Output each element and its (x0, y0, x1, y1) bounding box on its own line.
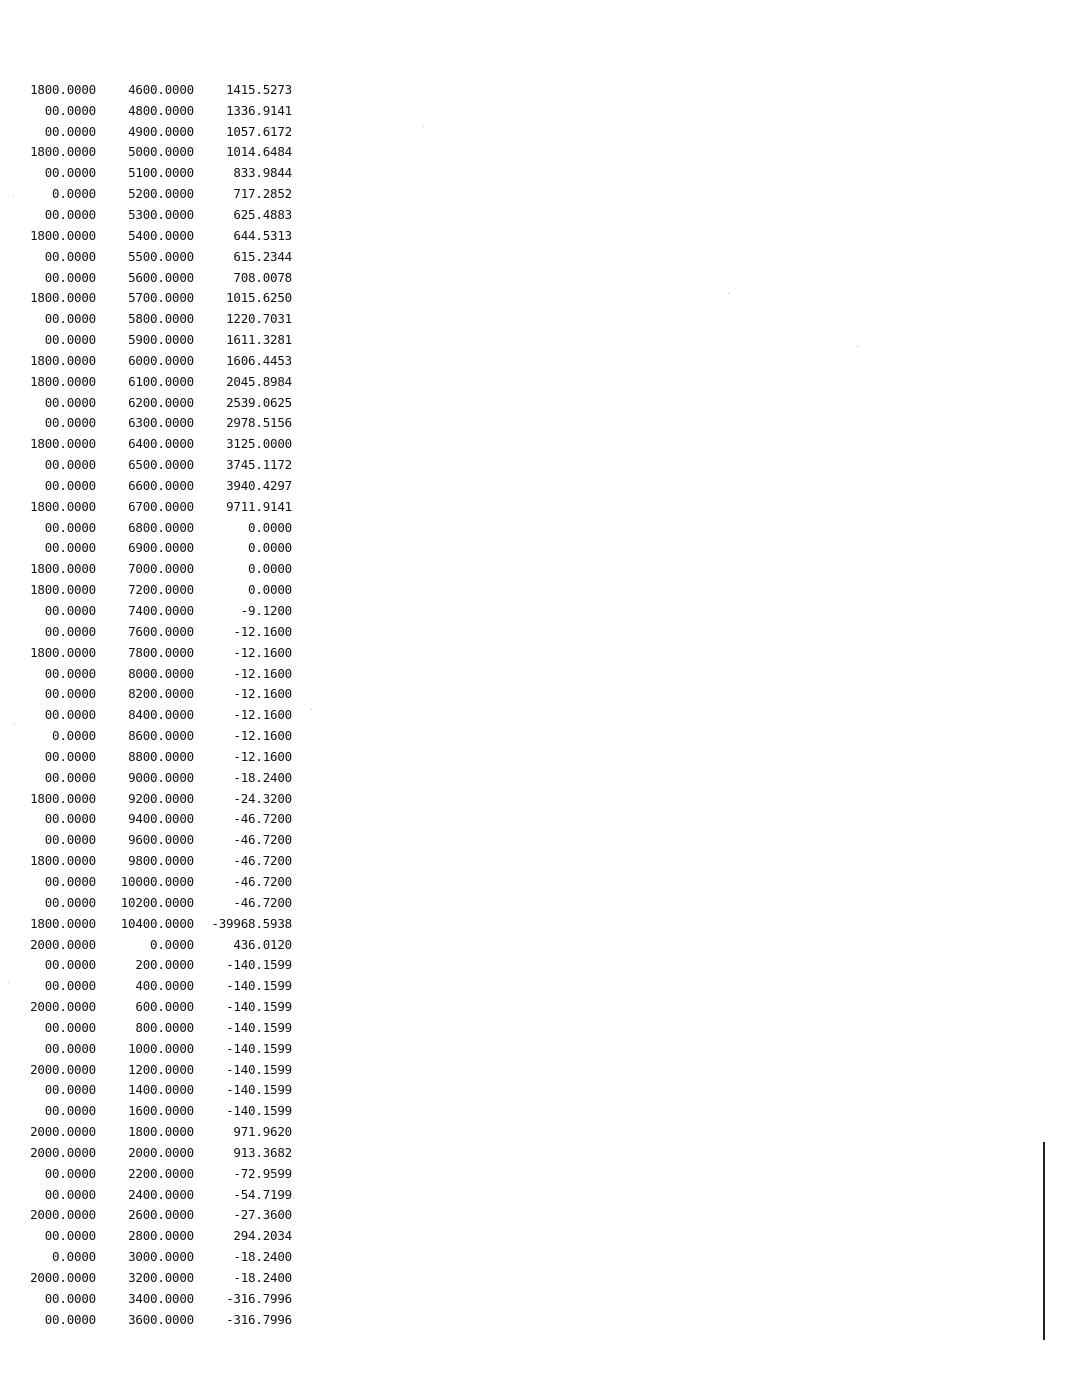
col-1-value: 1800.0000 (30, 915, 96, 931)
col-1-value: 00.0000 (44, 1103, 96, 1119)
col-2-value: 7600.0000 (128, 623, 194, 639)
col-3-value: -140.1599 (226, 957, 292, 973)
col-3-value: -9.1200 (240, 603, 292, 619)
col-1-value: 2000.0000 (30, 1207, 96, 1223)
table-row (20, 79, 305, 100)
data-table (20, 79, 305, 1330)
col-3-value: 1606.4453 (226, 352, 292, 368)
col-1-value: 2000.0000 (30, 1124, 96, 1140)
table-row (20, 1142, 305, 1163)
col-2-value: 1000.0000 (128, 1040, 194, 1056)
table-row (20, 1205, 305, 1226)
col-3-value: 0.0000 (248, 582, 292, 598)
scan-speck (8, 982, 9, 983)
col-3-value: 1611.3281 (226, 332, 292, 348)
table-row (20, 1184, 305, 1205)
table-row (20, 162, 305, 183)
col-2-value: 6800.0000 (128, 519, 194, 535)
table-row (20, 454, 305, 475)
col-1-value: 00.0000 (44, 1228, 96, 1244)
table-row (20, 725, 305, 746)
table-row (20, 433, 305, 454)
col-1-value: 00.0000 (44, 332, 96, 348)
col-2-value: 5000.0000 (128, 144, 194, 160)
col-1-value: 00.0000 (44, 415, 96, 431)
table-row (20, 1038, 305, 1059)
col-3-value: 0.0000 (248, 540, 292, 556)
col-1-value: 1800.0000 (30, 790, 96, 806)
col-1-value: 2000.0000 (30, 1144, 96, 1160)
col-3-value: -12.1600 (233, 623, 292, 639)
col-1-value: 00.0000 (44, 248, 96, 264)
col-3-value: 3125.0000 (226, 436, 292, 452)
col-1-value: 0.0000 (52, 1249, 96, 1265)
col-3-value: 0.0000 (248, 519, 292, 535)
col-3-value: 644.5313 (233, 227, 292, 243)
col-1-value: 00.0000 (44, 665, 96, 681)
col-3-value: -12.1600 (233, 748, 292, 764)
table-row (20, 913, 305, 934)
col-1-value: 00.0000 (44, 811, 96, 827)
col-3-value: -12.1600 (233, 665, 292, 681)
table-row (20, 142, 305, 163)
col-2-value: 9400.0000 (128, 811, 194, 827)
col-3-value: -140.1599 (226, 1103, 292, 1119)
col-3-value: -140.1599 (226, 1019, 292, 1035)
table-row (20, 954, 305, 975)
col-2-value: 6200.0000 (128, 394, 194, 410)
col-2-value: 7800.0000 (128, 644, 194, 660)
col-3-value: -46.7200 (233, 832, 292, 848)
col-1-value: 00.0000 (44, 686, 96, 702)
table-row (20, 329, 305, 350)
col-1-value: 0.0000 (52, 728, 96, 744)
col-2-value: 5700.0000 (128, 290, 194, 306)
table-row (20, 829, 305, 850)
col-3-value: -12.1600 (233, 644, 292, 660)
col-1-value: 1800.0000 (30, 290, 96, 306)
table-row (20, 267, 305, 288)
col-1-value: 1800.0000 (30, 227, 96, 243)
col-2-value: 6500.0000 (128, 457, 194, 473)
table-row (20, 1121, 305, 1142)
col-1-value: 00.0000 (44, 457, 96, 473)
table-row (20, 850, 305, 871)
col-1-value: 00.0000 (44, 123, 96, 139)
col-1-value: 2000.0000 (30, 1061, 96, 1077)
table-row (20, 246, 305, 267)
col-2-value: 9800.0000 (128, 853, 194, 869)
col-1-value: 00.0000 (44, 1040, 96, 1056)
col-2-value: 2800.0000 (128, 1228, 194, 1244)
col-3-value: -46.7200 (233, 894, 292, 910)
col-1-value: 00.0000 (44, 978, 96, 994)
table-row (20, 413, 305, 434)
col-3-value: 294.2034 (233, 1228, 292, 1244)
col-2-value: 4800.0000 (128, 102, 194, 118)
col-3-value: 3745.1172 (226, 457, 292, 473)
table-row (20, 1309, 305, 1330)
col-1-value: 1800.0000 (30, 81, 96, 97)
col-1-value: 00.0000 (44, 311, 96, 327)
col-1-value: 00.0000 (44, 957, 96, 973)
col-3-value: 1415.5273 (226, 81, 292, 97)
col-2-value: 400.0000 (135, 978, 194, 994)
table-row (20, 1288, 305, 1309)
col-1-value: 00.0000 (44, 540, 96, 556)
col-2-value: 8800.0000 (128, 748, 194, 764)
col-1-value: 1800.0000 (30, 144, 96, 160)
col-3-value: 833.9844 (233, 165, 292, 181)
table-row (20, 788, 305, 809)
col-2-value: 1400.0000 (128, 1082, 194, 1098)
col-2-value: 5900.0000 (128, 332, 194, 348)
col-2-value: 8200.0000 (128, 686, 194, 702)
col-3-value: -12.1600 (233, 707, 292, 723)
table-row (20, 1225, 305, 1246)
col-3-value: 2978.5156 (226, 415, 292, 431)
col-2-value: 9600.0000 (128, 832, 194, 848)
table-row (20, 100, 305, 121)
col-1-value: 00.0000 (44, 603, 96, 619)
col-3-value: 913.3682 (233, 1144, 292, 1160)
table-row (20, 225, 305, 246)
col-2-value: 3600.0000 (128, 1311, 194, 1327)
col-2-value: 3200.0000 (128, 1270, 194, 1286)
col-3-value: -46.7200 (233, 853, 292, 869)
col-3-value: -18.2400 (233, 1270, 292, 1286)
col-2-value: 3000.0000 (128, 1249, 194, 1265)
col-2-value: 6300.0000 (128, 415, 194, 431)
scan-edge-mark (1043, 1142, 1045, 1340)
col-2-value: 10400.0000 (120, 915, 194, 931)
col-1-value: 1800.0000 (30, 561, 96, 577)
scan-speck (857, 346, 858, 347)
table-row (20, 287, 305, 308)
col-2-value: 10000.0000 (120, 873, 194, 889)
col-2-value: 6900.0000 (128, 540, 194, 556)
col-3-value: 1336.9141 (226, 102, 292, 118)
col-1-value: 00.0000 (44, 707, 96, 723)
col-3-value: 717.2852 (233, 186, 292, 202)
col-2-value: 5100.0000 (128, 165, 194, 181)
table-row (20, 871, 305, 892)
col-2-value: 8000.0000 (128, 665, 194, 681)
table-row (20, 121, 305, 142)
scan-speck (14, 724, 15, 725)
col-3-value: -140.1599 (226, 999, 292, 1015)
col-2-value: 5200.0000 (128, 186, 194, 202)
col-2-value: 9200.0000 (128, 790, 194, 806)
col-3-value: 708.0078 (233, 269, 292, 285)
scan-speck (13, 195, 14, 196)
col-3-value: 1057.6172 (226, 123, 292, 139)
table-row (20, 204, 305, 225)
table-row (20, 1246, 305, 1267)
table-row (20, 496, 305, 517)
col-2-value: 7400.0000 (128, 603, 194, 619)
col-3-value: 1015.6250 (226, 290, 292, 306)
col-1-value: 00.0000 (44, 102, 96, 118)
col-2-value: 2000.0000 (128, 1144, 194, 1160)
col-1-value: 00.0000 (44, 623, 96, 639)
scan-speck (311, 709, 312, 710)
col-2-value: 6400.0000 (128, 436, 194, 452)
table-row (20, 600, 305, 621)
table-row (20, 746, 305, 767)
col-1-value: 00.0000 (44, 873, 96, 889)
col-2-value: 10200.0000 (120, 894, 194, 910)
col-1-value: 1800.0000 (30, 582, 96, 598)
col-1-value: 1800.0000 (30, 644, 96, 660)
table-row (20, 767, 305, 788)
col-1-value: 00.0000 (44, 206, 96, 222)
col-3-value: -140.1599 (226, 1040, 292, 1056)
col-1-value: 00.0000 (44, 269, 96, 285)
col-2-value: 2600.0000 (128, 1207, 194, 1223)
col-2-value: 6000.0000 (128, 352, 194, 368)
table-row (20, 308, 305, 329)
col-2-value: 6100.0000 (128, 373, 194, 389)
col-2-value: 200.0000 (135, 957, 194, 973)
col-3-value: -140.1599 (226, 1082, 292, 1098)
table-row (20, 683, 305, 704)
col-1-value: 1800.0000 (30, 373, 96, 389)
table-row (20, 892, 305, 913)
col-1-value: 1800.0000 (30, 853, 96, 869)
col-3-value: -316.7996 (226, 1311, 292, 1327)
col-3-value: 3940.4297 (226, 477, 292, 493)
col-1-value: 00.0000 (44, 165, 96, 181)
table-row (20, 934, 305, 955)
col-1-value: 00.0000 (44, 1165, 96, 1181)
col-1-value: 1800.0000 (30, 436, 96, 452)
col-3-value: 9711.9141 (226, 498, 292, 514)
table-row (20, 183, 305, 204)
col-3-value: 615.2344 (233, 248, 292, 264)
col-1-value: 00.0000 (44, 1186, 96, 1202)
col-1-value: 00.0000 (44, 1311, 96, 1327)
col-3-value: -12.1600 (233, 728, 292, 744)
col-2-value: 9000.0000 (128, 769, 194, 785)
col-2-value: 1600.0000 (128, 1103, 194, 1119)
col-2-value: 6600.0000 (128, 477, 194, 493)
table-row (20, 663, 305, 684)
table-row (20, 517, 305, 538)
col-2-value: 0.0000 (150, 936, 194, 952)
table-row (20, 704, 305, 725)
col-2-value: 4900.0000 (128, 123, 194, 139)
col-3-value: -18.2400 (233, 1249, 292, 1265)
col-1-value: 2000.0000 (30, 1270, 96, 1286)
col-2-value: 2200.0000 (128, 1165, 194, 1181)
col-1-value: 00.0000 (44, 519, 96, 535)
col-1-value: 00.0000 (44, 394, 96, 410)
table-row (20, 975, 305, 996)
col-1-value: 1800.0000 (30, 352, 96, 368)
col-3-value: -72.9599 (233, 1165, 292, 1181)
table-row (20, 392, 305, 413)
col-2-value: 6700.0000 (128, 498, 194, 514)
table-row (20, 1059, 305, 1080)
col-1-value: 00.0000 (44, 1290, 96, 1306)
col-1-value: 00.0000 (44, 1019, 96, 1035)
col-2-value: 4600.0000 (128, 81, 194, 97)
col-2-value: 1800.0000 (128, 1124, 194, 1140)
table-row (20, 1080, 305, 1101)
col-3-value: -12.1600 (233, 686, 292, 702)
col-3-value: 1014.6484 (226, 144, 292, 160)
table-row (20, 350, 305, 371)
col-2-value: 2400.0000 (128, 1186, 194, 1202)
col-1-value: 1800.0000 (30, 498, 96, 514)
col-3-value: -24.3200 (233, 790, 292, 806)
col-2-value: 5600.0000 (128, 269, 194, 285)
col-3-value: -54.7199 (233, 1186, 292, 1202)
col-1-value: 00.0000 (44, 769, 96, 785)
table-row (20, 996, 305, 1017)
col-3-value: -27.3600 (233, 1207, 292, 1223)
col-3-value: 2045.8984 (226, 373, 292, 389)
col-1-value: 00.0000 (44, 894, 96, 910)
col-1-value: 00.0000 (44, 1082, 96, 1098)
col-3-value: 1220.7031 (226, 311, 292, 327)
col-3-value: -316.7996 (226, 1290, 292, 1306)
col-2-value: 600.0000 (135, 999, 194, 1015)
table-row (20, 538, 305, 559)
col-1-value: 0.0000 (52, 186, 96, 202)
col-2-value: 7200.0000 (128, 582, 194, 598)
table-row (20, 558, 305, 579)
col-2-value: 8600.0000 (128, 728, 194, 744)
col-2-value: 5300.0000 (128, 206, 194, 222)
col-3-value: 2539.0625 (226, 394, 292, 410)
col-2-value: 1200.0000 (128, 1061, 194, 1077)
col-3-value: -46.7200 (233, 811, 292, 827)
table-row (20, 1163, 305, 1184)
table-row (20, 621, 305, 642)
col-1-value: 2000.0000 (30, 936, 96, 952)
table-row (20, 1267, 305, 1288)
col-3-value: 436.0120 (233, 936, 292, 952)
scan-speck (728, 293, 729, 294)
col-2-value: 8400.0000 (128, 707, 194, 723)
col-2-value: 5400.0000 (128, 227, 194, 243)
col-1-value: 00.0000 (44, 748, 96, 764)
col-2-value: 5500.0000 (128, 248, 194, 264)
col-3-value: -39968.5938 (211, 915, 292, 931)
table-row (20, 1017, 305, 1038)
col-2-value: 7000.0000 (128, 561, 194, 577)
table-row (20, 371, 305, 392)
col-3-value: 971.9620 (233, 1124, 292, 1140)
col-1-value: 2000.0000 (30, 999, 96, 1015)
col-3-value: -140.1599 (226, 978, 292, 994)
col-2-value: 3400.0000 (128, 1290, 194, 1306)
col-3-value: -18.2400 (233, 769, 292, 785)
col-2-value: 800.0000 (135, 1019, 194, 1035)
col-1-value: 00.0000 (44, 832, 96, 848)
col-3-value: 0.0000 (248, 561, 292, 577)
col-2-value: 5800.0000 (128, 311, 194, 327)
scan-speck (423, 126, 424, 127)
col-1-value: 00.0000 (44, 477, 96, 493)
table-row (20, 1100, 305, 1121)
table-row (20, 579, 305, 600)
col-3-value: -46.7200 (233, 873, 292, 889)
table-row (20, 475, 305, 496)
table-row (20, 642, 305, 663)
table-row (20, 809, 305, 830)
col-3-value: 625.4883 (233, 206, 292, 222)
col-3-value: -140.1599 (226, 1061, 292, 1077)
